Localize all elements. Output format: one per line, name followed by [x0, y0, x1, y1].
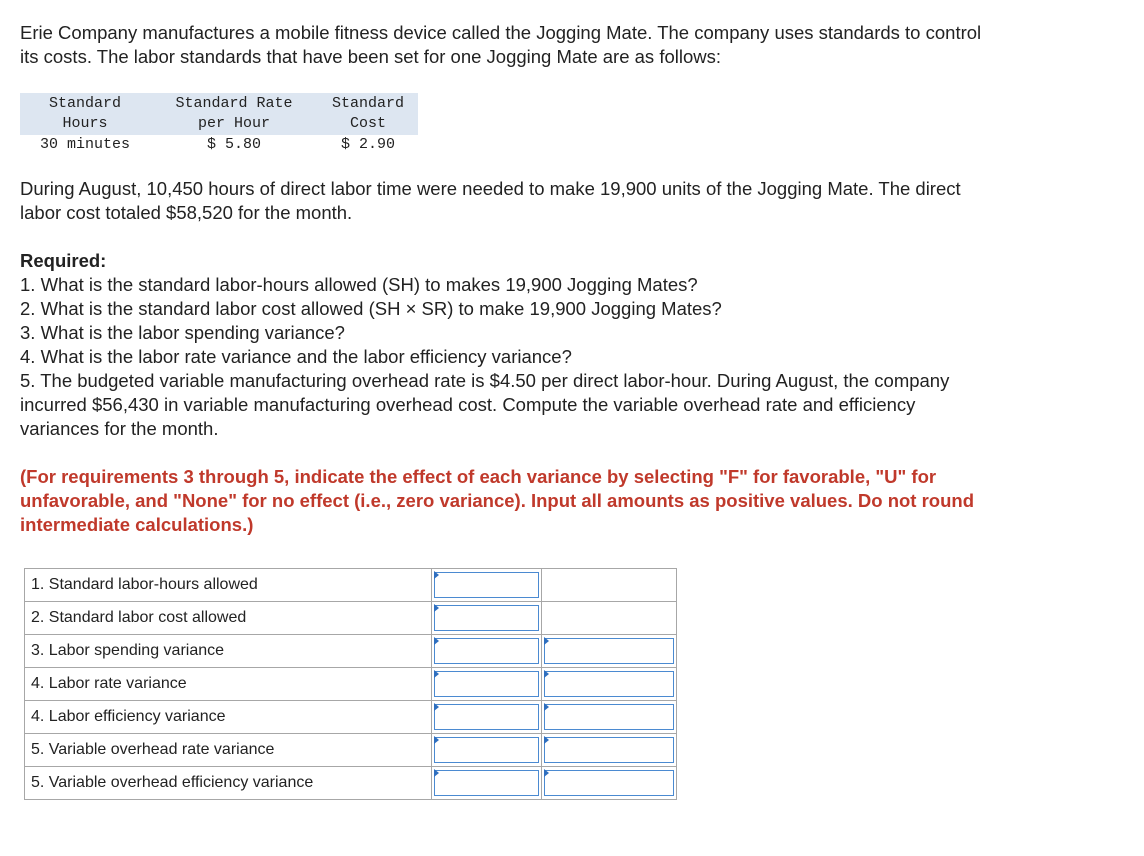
- labor-standards-table: [20, 93, 418, 155]
- select-marker-icon: [544, 703, 549, 711]
- effect-cell: [542, 734, 677, 767]
- problem-during: [20, 177, 1120, 225]
- header-standard-hours: [20, 93, 150, 135]
- effect-select[interactable]: [544, 638, 674, 664]
- select-marker-icon: [544, 670, 549, 678]
- required-item: 1. What is the standard labor-hours allowed (SH) to makes 19,900 Jogging Mates?: [20, 274, 698, 295]
- required-item: 4. What is the labor rate variance and the labor efficiency variance?: [20, 346, 572, 367]
- answer-row-label: 3. Labor spending variance: [25, 635, 432, 668]
- input-marker-icon: [434, 769, 439, 777]
- required-heading: Required:: [20, 250, 107, 271]
- header-line: per Hour: [197, 115, 270, 132]
- header-line: Hours: [62, 115, 108, 132]
- answer-row: [25, 668, 677, 701]
- problem-intro: [20, 21, 1120, 69]
- input-marker-icon: [434, 670, 439, 678]
- intro-line: its costs. The labor standards that have been set for one Jogging Mate are as follows:: [20, 46, 722, 67]
- answer-row-label: 4. Labor efficiency variance: [25, 701, 432, 734]
- required-item: variances for the month.: [20, 418, 219, 439]
- effect-cell: [542, 569, 677, 602]
- during-line: labor cost totaled $58,520 for the month.: [20, 202, 353, 223]
- select-marker-icon: [544, 637, 549, 645]
- effect-cell: [542, 668, 677, 701]
- header-line: Cost: [349, 115, 386, 132]
- answer-row-label: 2. Standard labor cost allowed: [25, 602, 432, 635]
- answer-row: [25, 602, 677, 635]
- answer-row: [25, 701, 677, 734]
- during-line: During August, 10,450 hours of direct labor time were needed to make 19,900 units of the Jogging Mate. The direct: [20, 178, 961, 199]
- answer-row-label: 4. Labor rate variance: [25, 668, 432, 701]
- required-item: 2. What is the standard labor cost allowed (SH × SR) to make 19,900 Jogging Mates?: [20, 298, 722, 319]
- effect-select[interactable]: [544, 737, 674, 763]
- amount-cell: [432, 569, 542, 602]
- answer-row: [25, 734, 677, 767]
- amount-input[interactable]: [434, 671, 539, 697]
- header-line: Standard: [48, 95, 121, 112]
- select-marker-icon: [544, 769, 549, 777]
- cell-standard-rate: $ 5.80: [206, 136, 261, 153]
- required-item: incurred $56,430 in variable manufacturing overhead cost. Compute the variable overhead rate and efficiency: [20, 394, 916, 415]
- input-marker-icon: [434, 571, 439, 579]
- amount-cell: [432, 701, 542, 734]
- amount-cell: [432, 767, 542, 800]
- amount-input[interactable]: [434, 770, 539, 796]
- cell-standard-cost: $ 2.90: [340, 136, 395, 153]
- note-line: intermediate calculations.): [20, 514, 254, 535]
- cell-standard-hours: 30 minutes: [39, 136, 130, 153]
- answer-row-label: 5. Variable overhead rate variance: [25, 734, 432, 767]
- amount-input[interactable]: [434, 737, 539, 763]
- amount-input[interactable]: [434, 572, 539, 598]
- answer-row-label: 5. Variable overhead efficiency variance: [25, 767, 432, 800]
- intro-line: Erie Company manufactures a mobile fitness device called the Jogging Mate. The company uses standards to control: [20, 22, 982, 43]
- amount-input[interactable]: [434, 638, 539, 664]
- answer-row: [25, 635, 677, 668]
- header-standard-rate: [150, 93, 318, 135]
- input-marker-icon: [434, 637, 439, 645]
- note-line: (For requirements 3 through 5, indicate the effect of each variance by selecting "F" for favorable, "U" for: [20, 466, 937, 487]
- answer-row-label: 1. Standard labor-hours allowed: [25, 569, 432, 602]
- answer-row: [25, 569, 677, 602]
- input-marker-icon: [434, 604, 439, 612]
- amount-input[interactable]: [434, 704, 539, 730]
- amount-cell: [432, 734, 542, 767]
- amount-cell: [432, 635, 542, 668]
- required-item: 3. What is the labor spending variance?: [20, 322, 345, 343]
- effect-cell: [542, 701, 677, 734]
- header-line: Standard Rate: [175, 95, 293, 112]
- requirements: [20, 249, 1120, 441]
- select-marker-icon: [544, 736, 549, 744]
- effect-select[interactable]: [544, 704, 674, 730]
- effect-cell: [542, 635, 677, 668]
- amount-input[interactable]: [434, 605, 539, 631]
- effect-select[interactable]: [544, 770, 674, 796]
- header-line: Standard: [331, 95, 404, 112]
- effect-cell: [542, 767, 677, 800]
- answer-table: [24, 568, 677, 800]
- input-marker-icon: [434, 703, 439, 711]
- amount-cell: [432, 668, 542, 701]
- instructions-note: [20, 465, 1110, 537]
- effect-cell: [542, 602, 677, 635]
- answer-row: [25, 767, 677, 800]
- header-standard-cost: [318, 93, 418, 135]
- amount-cell: [432, 602, 542, 635]
- note-line: unfavorable, and "None" for no effect (i.e., zero variance). Input all amounts as positive values. Do not round: [20, 490, 975, 511]
- required-item: 5. The budgeted variable manufacturing overhead rate is $4.50 per direct labor-hour. During August, the company: [20, 370, 950, 391]
- input-marker-icon: [434, 736, 439, 744]
- effect-select[interactable]: [544, 671, 674, 697]
